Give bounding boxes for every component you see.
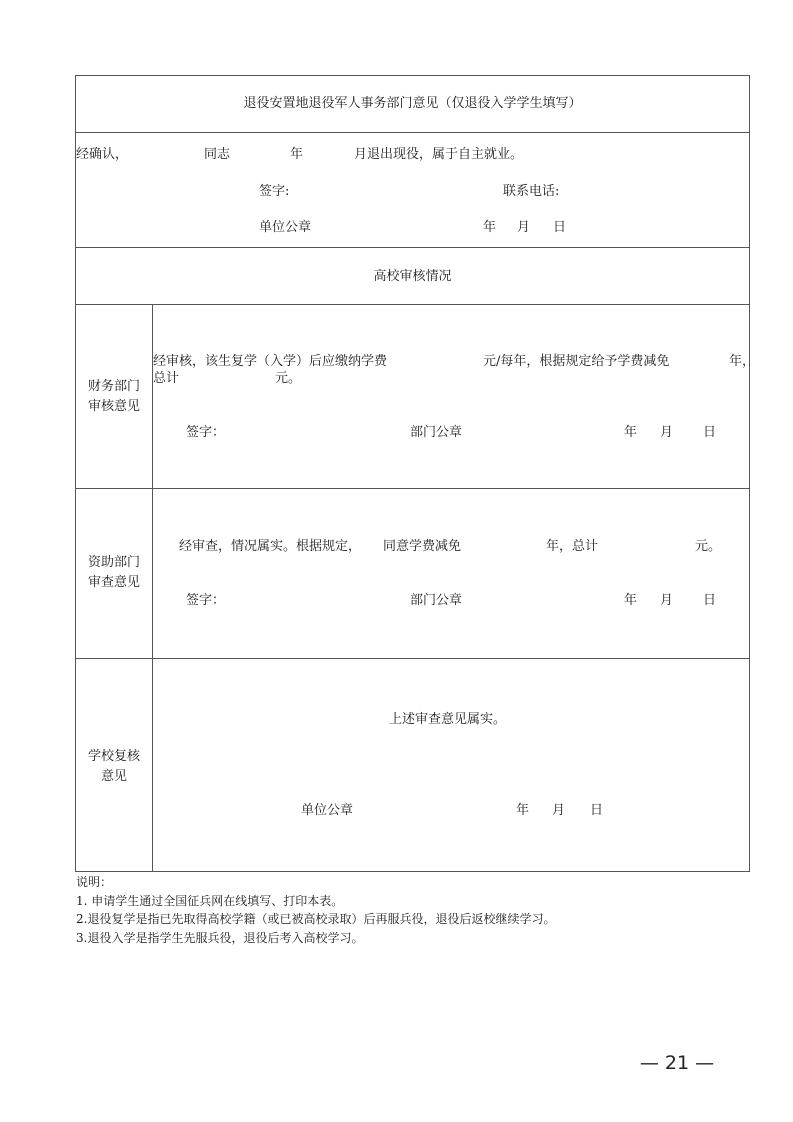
row-divider [75,304,750,305]
notes-item-1: 1. 申请学生通过全国征兵网在线填写、打印本表。 [76,894,344,908]
row-divider [75,658,750,659]
veterans-seal-label: 单位公章 [259,220,312,235]
finance-seal-label: 部门公章 [410,425,463,440]
review-section-title: 高校审核情况 [373,269,452,284]
school-date-year: 年 [516,803,530,818]
aid-text-4: 元。 [695,539,722,554]
aid-date-year: 年 [624,593,638,608]
aid-text-1: 经审查，情况属实。根据规定， [179,539,362,554]
school-seal-label: 单位公章 [301,803,354,818]
school-label-line2: 意见 [100,769,127,784]
label-column-divider [152,304,153,872]
finance-date-day: 日 [703,425,717,440]
table-border-right [749,75,750,872]
veterans-comrade-label: 同志 [204,147,231,162]
school-date-day: 日 [590,803,604,818]
aid-label-line1: 资助部门 [87,555,140,570]
finance-text-3: 年， [729,354,756,369]
school-date-month: 月 [552,803,566,818]
veterans-year-label: 年 [290,147,304,162]
school-statement: 上述审查意见属实。 [389,712,507,727]
notes-item-3: 3.退役入学是指学生先服兵役，退役后考入高校学习。 [76,931,364,945]
notes-item-2: 2.退役复学是指已先取得高校学籍（或已被高校录取）后再服兵役，退役后返校继续学习。 [76,912,556,926]
veterans-date-month: 月 [517,220,531,235]
aid-signature-label: 签字： [186,593,226,608]
aid-text-2: 同意学费减免 [383,539,462,554]
veterans-date-year: 年 [483,220,497,235]
aid-date-month: 月 [660,593,674,608]
aid-label-line2: 审查意见 [87,575,140,590]
page-number: — 21 — [639,1052,715,1074]
table-border-bottom [75,871,750,872]
finance-text-5: 元。 [275,371,302,386]
finance-label-line1: 财务部门 [87,379,140,394]
finance-date-month: 月 [660,425,674,440]
veterans-month-text: 月退出现役，属于自主就业。 [354,147,524,162]
aid-date-day: 日 [703,593,717,608]
row-divider [75,132,750,133]
finance-date-year: 年 [624,425,638,440]
veterans-confirm-prefix: 经确认， [76,147,129,162]
finance-label-line2: 审核意见 [87,399,140,414]
aid-seal-label: 部门公章 [410,593,463,608]
veterans-phone-label: 联系电话: [503,184,560,199]
finance-text-2: 元/每年，根据规定给予学费减免 [483,354,670,369]
row-divider [75,488,750,489]
school-label-line1: 学校复核 [87,749,140,764]
finance-text-4: 总计 [153,371,180,386]
veterans-signature-label: 签字: [259,184,290,199]
aid-text-3: 年，总计 [546,539,599,554]
finance-signature-label: 签字： [186,425,226,440]
veterans-date-day: 日 [553,220,567,235]
row-divider [75,247,750,248]
veterans-section-title: 退役安置地退役军人事务部门意见（仅退役入学学生填写） [243,96,582,111]
finance-text-1: 经审核，该生复学（入学）后应缴纳学费 [153,354,388,369]
table-border-top [75,75,750,76]
notes-heading: 说明： [76,875,113,889]
